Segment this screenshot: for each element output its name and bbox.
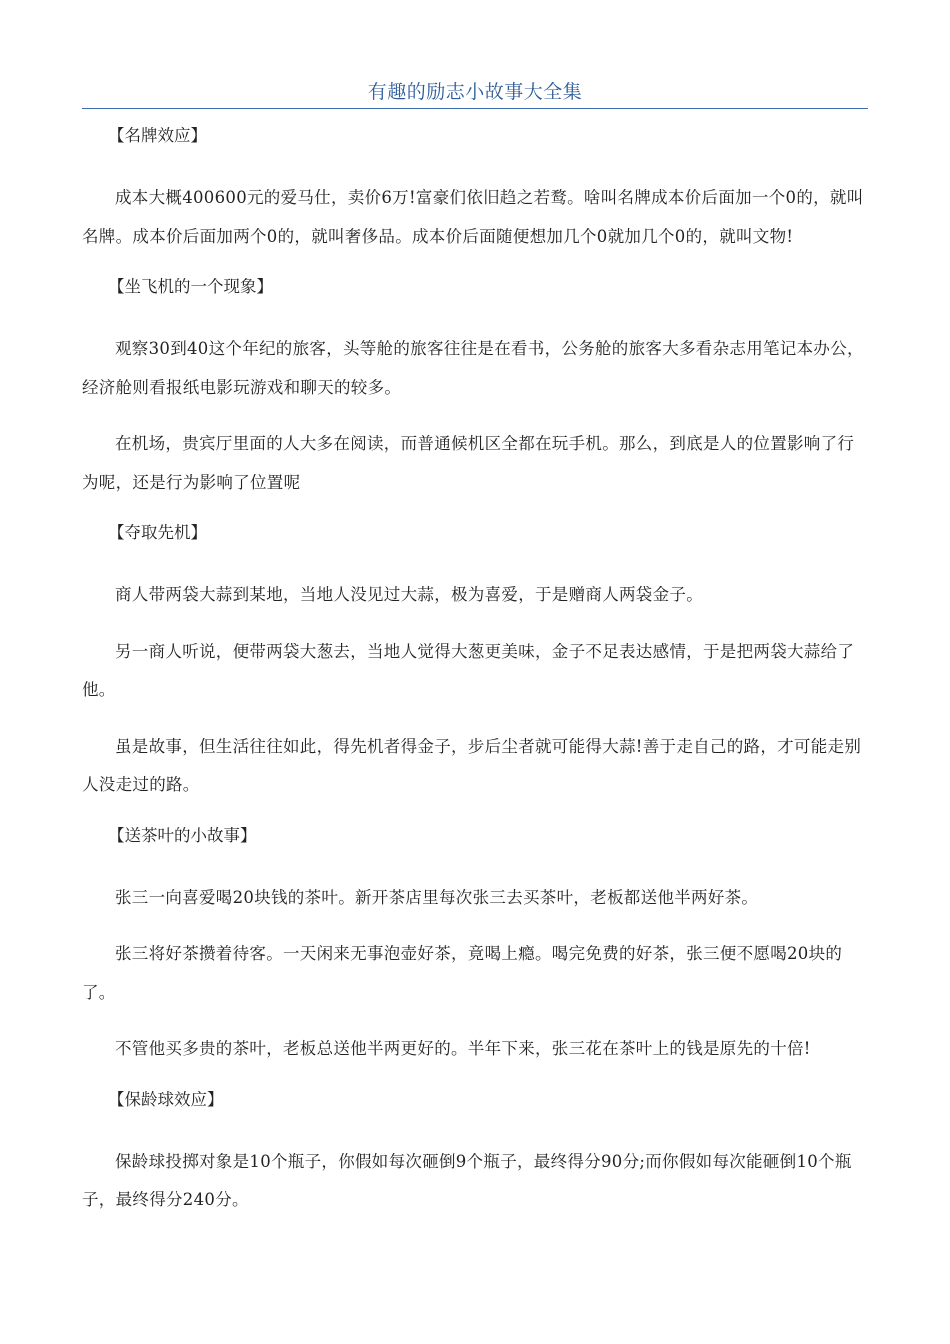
paragraph: 虽是故事，但生活往往如此，得先机者得金子，步后尘者就可能得大蒜!善于走自己的路，才可能走别人没走过的路。 [82, 736, 862, 794]
paragraph: 张三将好茶攒着待客。一天闲来无事泡壶好茶，竟喝上瘾。喝完免费的好茶，张三便不愿喝20块的了。 [82, 944, 843, 1002]
paragraph: 不管他买多贵的茶叶，老板总送他半两更好的。半年下来，张三花在茶叶上的钱是原先的十倍! [115, 1039, 811, 1058]
section-title: 【坐飞机的一个现象】 [108, 277, 273, 296]
section-title: 【保龄球效应】 [108, 1089, 224, 1109]
document-body [82, 123, 868, 1220]
document-title: 有趣的励志小故事大全集 [82, 78, 868, 109]
section-title: 【名牌效应】 [108, 126, 207, 145]
section-bowling-effect [82, 1087, 868, 1220]
paragraph: 在机场，贵宾厅里面的人大多在阅读，而普通候机区全都在玩手机。那么，到底是人的位置影响了行为呢，还是行为影响了位置呢 [82, 434, 855, 492]
paragraph: 观察30到40这个年纪的旅客，头等舱的旅客往往是在看书，公务舱的旅客大多看杂志用笔记本办公，经济舱则看报纸电影玩游戏和聊天的较多。 [82, 339, 864, 397]
section-seize-opportunity [82, 520, 868, 805]
section-brand-effect [82, 123, 868, 256]
document-page [82, 78, 868, 1238]
paragraph: 保龄球投掷对象是10个瓶子，你假如每次砸倒9个瓶子，最终得分90分;而你假如每次能砸倒10个瓶子，最终得分240分。 [82, 1151, 852, 1209]
section-title: 【夺取先机】 [108, 523, 207, 542]
paragraph: 成本大概400600元的爱马仕，卖价6万!富豪们依旧趋之若鹜。啥叫名牌成本价后面加一个0的，就叫名牌。成本价后面加两个0的，就叫奢侈品。成本价后面随便想加几个0就加几个0的，就叫文物! [82, 188, 864, 246]
section-tea-story [82, 823, 868, 1069]
section-title: 【送茶叶的小故事】 [108, 825, 257, 845]
paragraph: 商人带两袋大蒜到某地，当地人没见过大蒜，极为喜爱，于是赠商人两袋金子。 [115, 585, 703, 604]
section-airplane-phenomenon [82, 274, 868, 502]
paragraph: 张三一向喜爱喝20块钱的茶叶。新开茶店里每次张三去买茶叶，老板都送他半两好茶。 [115, 887, 759, 907]
paragraph: 另一商人听说，便带两袋大葱去，当地人觉得大葱更美味，金子不足表达感情，于是把两袋大蒜给了他。 [82, 641, 855, 699]
